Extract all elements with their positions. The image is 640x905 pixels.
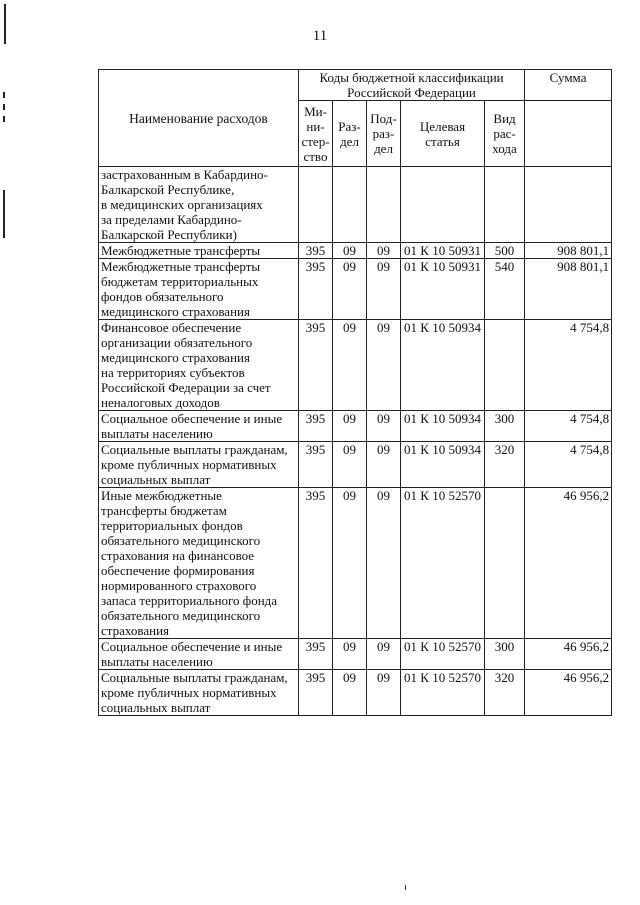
row-expense-type-cell: 300 [485,411,525,442]
header-section: Раз- дел [333,101,367,167]
row-section-cell: 09 [333,670,367,716]
row-subsection-cell [367,167,401,243]
table-row [99,259,612,320]
row-expense-type-cell: 500 [485,243,525,259]
header-name-label: Наименование расходов [129,110,268,126]
row-sum-cell: 46 956,2 [525,639,612,670]
header-codes-group: Коды бюджетной классификации Российской Федерации [299,70,525,101]
row-sum-cell: 46 956,2 [525,670,612,716]
row-subsection-cell: 09 [367,243,401,259]
row-sum-cell: 46 956,2 [525,488,612,639]
row-name-cell: Межбюджетные трансферты [99,243,299,259]
row-ministry-cell: 395 [299,488,333,639]
table-row [99,167,612,243]
row-section-cell: 09 [333,488,367,639]
row-expense-type-cell: 540 [485,259,525,320]
row-expense-type-cell: 300 [485,639,525,670]
row-target-cell [401,167,485,243]
row-sum-cell: 4 754,8 [525,320,612,411]
page-number: 11 [312,28,328,44]
row-subsection-cell: 09 [367,670,401,716]
row-name-cell: Социальное обеспечение и иные выплаты населению [99,411,299,442]
header-sum: Сумма [525,70,612,101]
row-section-cell: 09 [333,259,367,320]
budget-table [98,69,612,716]
row-subsection-cell: 09 [367,639,401,670]
row-target-cell: 01 К 10 50934 [401,442,485,488]
row-name-cell: Межбюджетные трансферты бюджетам территориальных фондов обязательного медицинского страхования [99,259,299,320]
table-row [99,670,612,716]
row-section-cell: 09 [333,639,367,670]
table-row [99,488,612,639]
row-expense-type-cell: 320 [485,670,525,716]
header-expense-type: Вид рас- хода [485,101,525,167]
margin-mark-middle [3,190,5,238]
row-target-cell: 01 К 10 50934 [401,320,485,411]
row-ministry-cell: 395 [299,442,333,488]
row-target-cell: 01 К 10 50934 [401,411,485,442]
header-ministry: Ми- ни- стер- ство [299,101,333,167]
row-section-cell [333,167,367,243]
table-row [99,243,612,259]
table-row [99,442,612,488]
row-section-cell: 09 [333,442,367,488]
margin-mark-dot-2 [3,104,5,110]
row-expense-type-cell [485,488,525,639]
row-ministry-cell: 395 [299,411,333,442]
row-name-cell: Социальные выплаты гражданам, кроме публичных нормативных социальных выплат [99,442,299,488]
row-section-cell: 09 [333,320,367,411]
row-section-cell: 09 [333,243,367,259]
row-name-cell: Иные межбюджетные трансферты бюджетам территориальных фондов обязательного медицинского страхования на финансовое обеспечение формирования нормированного страхового запаса территориального фонда обязательного медицинского страхования [99,488,299,639]
row-sum-cell: 4 754,8 [525,442,612,488]
row-sum-cell: 908 801,1 [525,259,612,320]
bottom-tick-mark [405,885,406,890]
row-name-cell: Социальное обеспечение и иные выплаты населению [99,639,299,670]
header-sum-blank [525,101,612,167]
row-name-cell: Финансовое обеспечение организации обязательного медицинского страхования на территориях субъектов Российской Федерации за счет неналоговых доходов [99,320,299,411]
row-sum-cell: 908 801,1 [525,243,612,259]
margin-mark-top [4,4,6,44]
row-target-cell: 01 К 10 50931 [401,259,485,320]
row-ministry-cell: 395 [299,243,333,259]
row-subsection-cell: 09 [367,442,401,488]
row-name-cell: застрахованным в Кабардино- Балкарской Республике, в медицинских организациях за пределами Кабардино- Балкарской Республики) [99,167,299,243]
row-expense-type-cell [485,167,525,243]
table-row [99,320,612,411]
row-name-cell: Социальные выплаты гражданам, кроме публичных нормативных социальных выплат [99,670,299,716]
row-target-cell: 01 К 10 52570 [401,488,485,639]
row-ministry-cell: 395 [299,259,333,320]
margin-mark-dot-1 [3,92,5,98]
row-section-cell: 09 [333,411,367,442]
table-body [99,167,612,716]
header-subsection: Под- раз- дел [367,101,401,167]
row-expense-type-cell: 320 [485,442,525,488]
table-row [99,411,612,442]
row-sum-cell: 4 754,8 [525,411,612,442]
row-ministry-cell: 395 [299,639,333,670]
row-ministry-cell [299,167,333,243]
row-target-cell: 01 К 10 50931 [401,243,485,259]
row-sum-cell [525,167,612,243]
row-ministry-cell: 395 [299,320,333,411]
row-expense-type-cell [485,320,525,411]
row-target-cell: 01 К 10 52570 [401,639,485,670]
margin-mark-dot-3 [3,116,5,122]
table-row [99,639,612,670]
header-name [99,70,299,167]
row-subsection-cell: 09 [367,259,401,320]
row-subsection-cell: 09 [367,320,401,411]
header-target: Целевая статья [401,101,485,167]
row-ministry-cell: 395 [299,670,333,716]
header-row-top [99,70,612,101]
row-subsection-cell: 09 [367,411,401,442]
row-target-cell: 01 К 10 52570 [401,670,485,716]
row-subsection-cell: 09 [367,488,401,639]
